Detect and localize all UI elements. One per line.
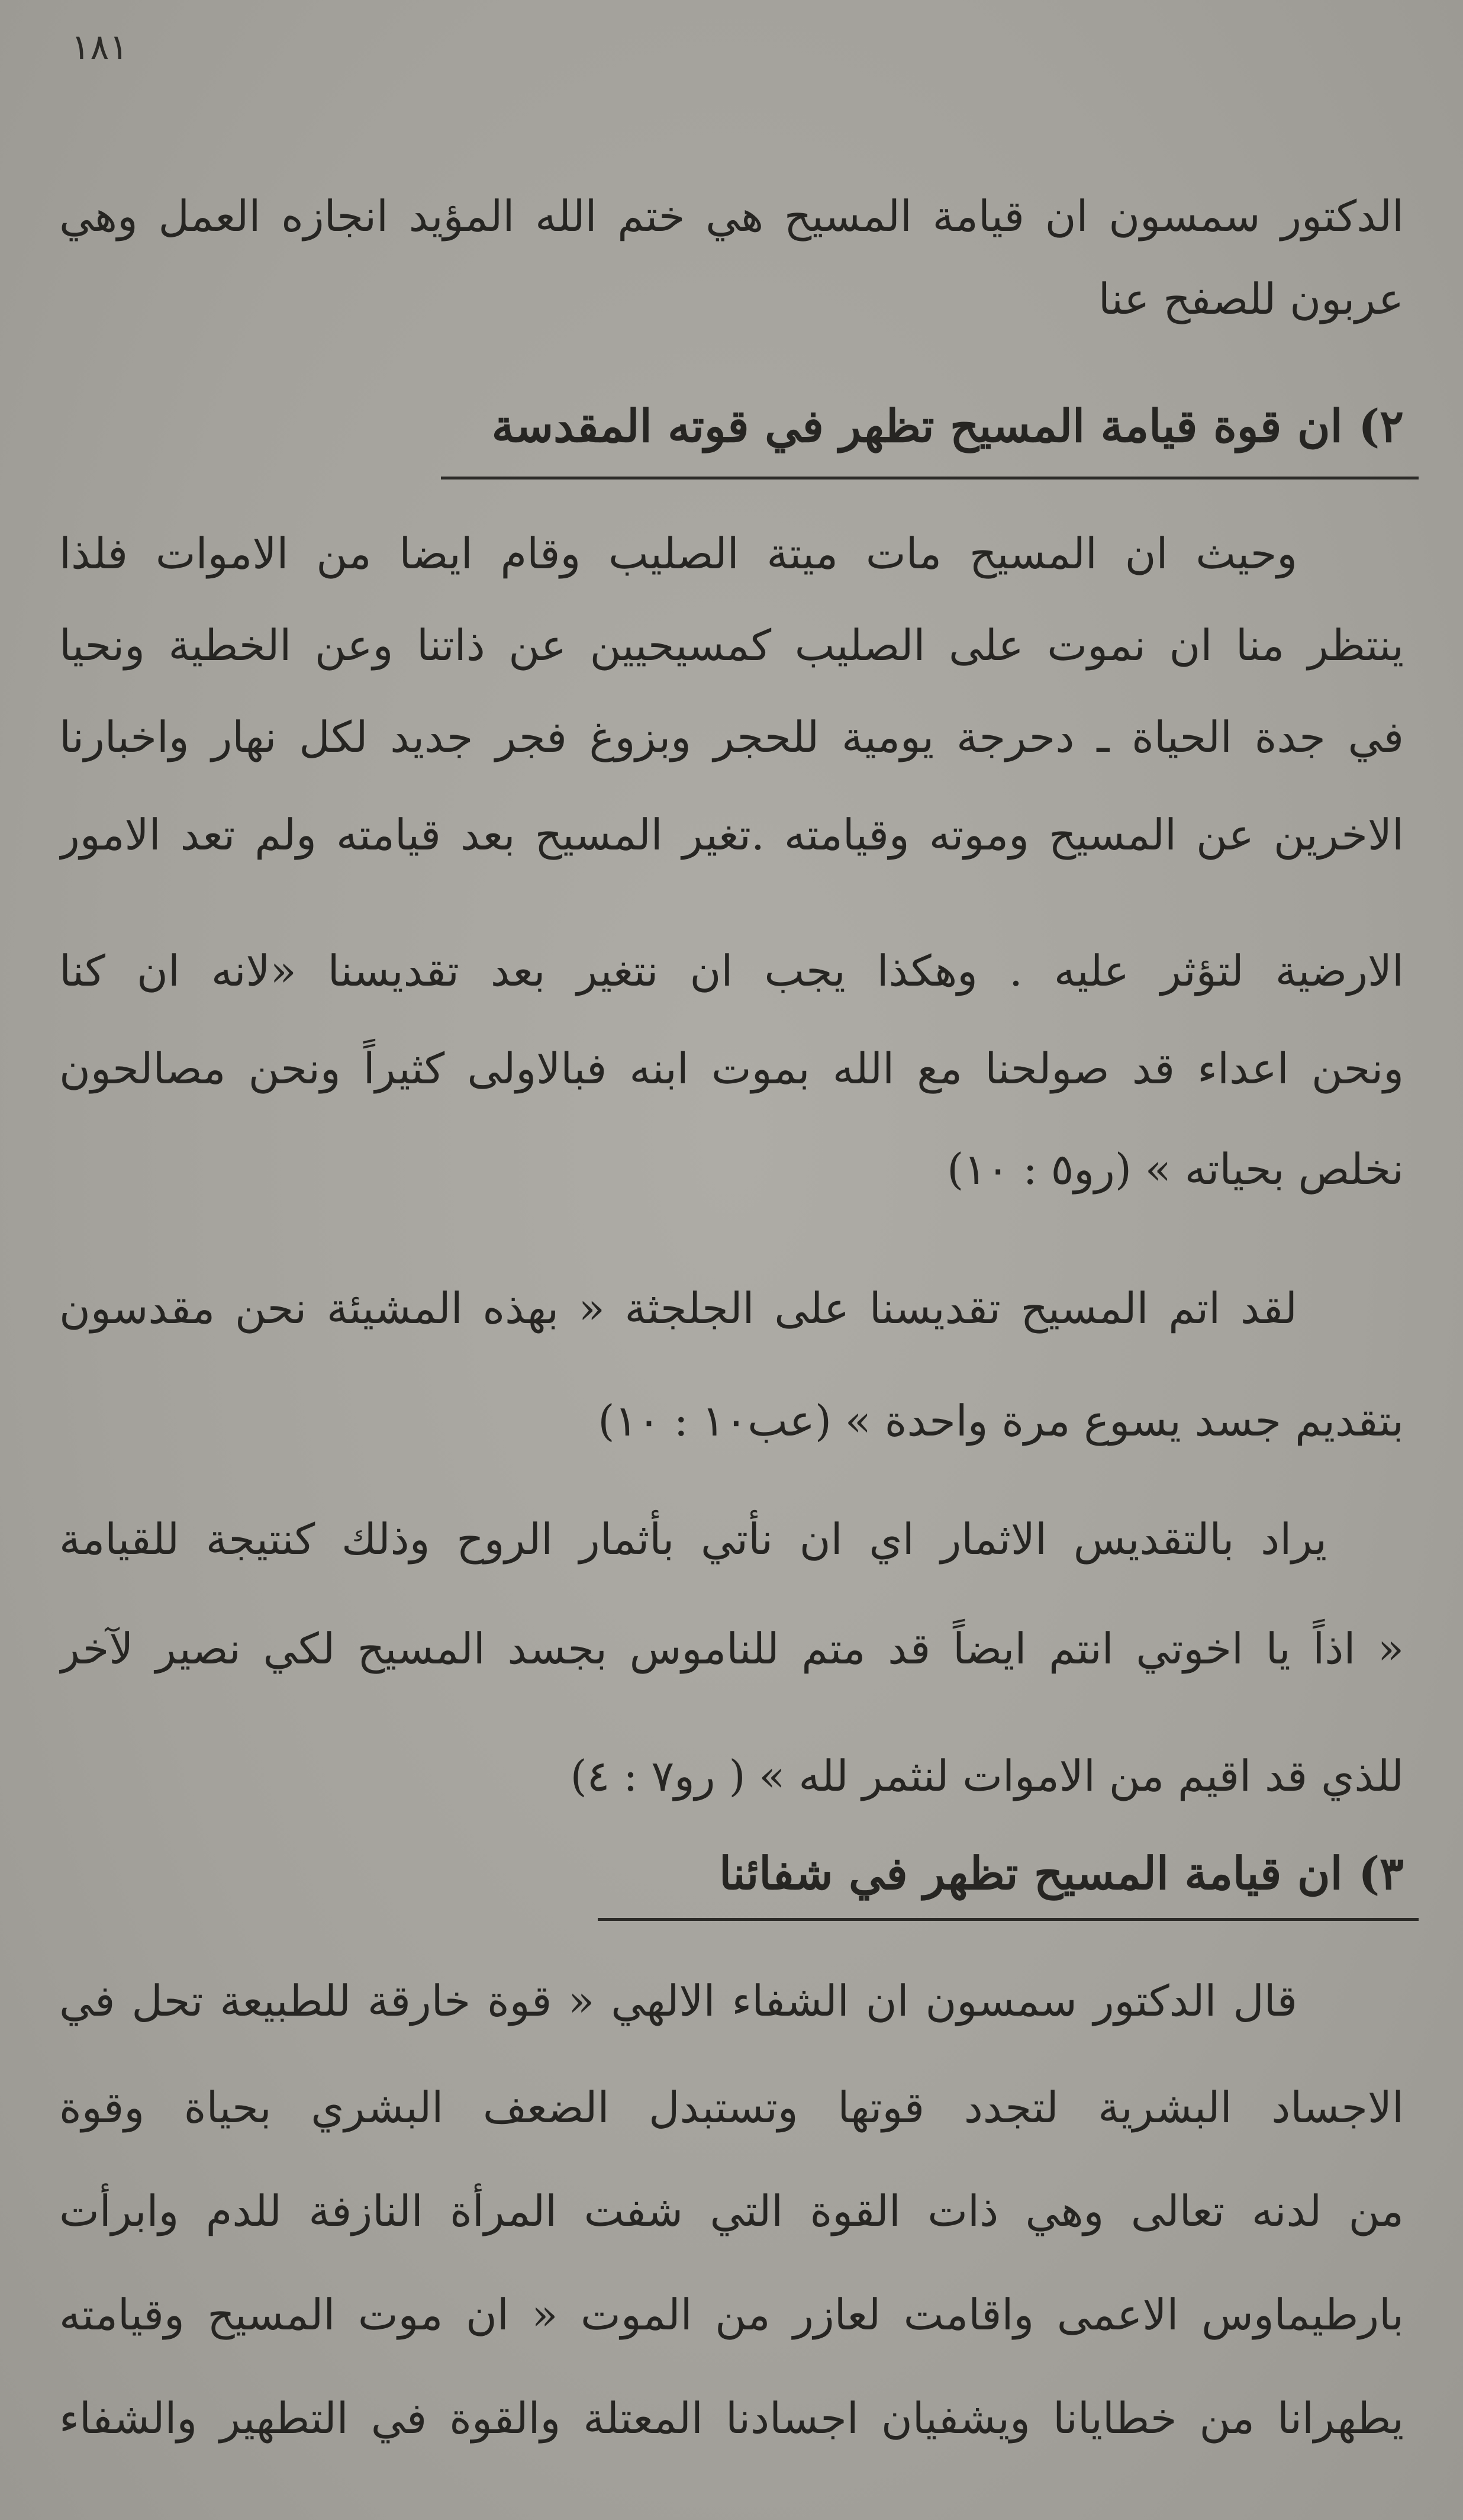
text-line: ينتظر منا ان نموت على الصليب كمسيحيين عن ذاتنا وعن الخطية ونحيا bbox=[59, 620, 1404, 670]
section-heading: ٢) ان قوة قيامة المسيح تظهر في قوته المقدسة bbox=[491, 400, 1404, 452]
text-line: وحيث ان المسيح مات ميتة الصليب وقام ايضا من الاموات فلذا bbox=[59, 529, 1297, 578]
section-heading: ٣) ان قيامة المسيح تظهر في شفائنا bbox=[718, 1847, 1404, 1900]
text-line: بارطيماوس الاعمى واقامت لعازر من الموت « ان موت المسيح وقيامته bbox=[59, 2290, 1404, 2339]
text-line: يطهرانا من خطايانا ويشفيان اجسادنا المعتلة والقوة في التطهير والشفاء bbox=[59, 2393, 1404, 2443]
text-line: قال الدكتور سمسون ان الشفاء الالهي « قوة خارقة للطبيعة تحل في bbox=[59, 1976, 1297, 2026]
heading-rule bbox=[441, 477, 1419, 479]
text-line: الاجساد البشرية لتجدد قوتها وتستبدل الضعف البشري بحياة وقوة bbox=[59, 2083, 1404, 2132]
text-line: عربون للصفح عنا bbox=[1098, 274, 1404, 324]
heading-rule bbox=[598, 1918, 1419, 1921]
text-line: « اذاً يا اخوتي انتم ايضاً قد متم للناموس بجسد المسيح لكي نصير لآخر bbox=[59, 1624, 1404, 1673]
text-line: في جدة الحياة ـ دحرجة يومية للحجر وبزوغ فجر جديد لكل نهار واخبارنا bbox=[59, 712, 1404, 762]
text-line: لقد اتم المسيح تقديسنا على الجلجثة « بهذه المشيئة نحن مقدسون bbox=[59, 1283, 1297, 1333]
page-number: ١٨١ bbox=[71, 27, 128, 68]
text-line: بتقديم جسد يسوع مرة واحدة » (عب١٠ : ١٠) bbox=[598, 1396, 1404, 1446]
text-line: الدكتور سمسون ان قيامة المسيح هي ختم الله المؤيد انجازه العمل وهي bbox=[59, 191, 1404, 241]
text-line: نخلص بحياته » (رو٥ : ١٠) bbox=[947, 1144, 1404, 1194]
text-line: من لدنه تعالى وهي ذات القوة التي شفت المرأة النازفة للدم وابرأت bbox=[59, 2186, 1404, 2236]
text-line: للذي قد اقيم من الاموات لنثمر لله » ( رو٧ : ٤) bbox=[570, 1751, 1404, 1801]
text-line: يراد بالتقديس الاثمار اي ان نأتي بأثمار الروح وذلك كنتيجة للقيامة bbox=[59, 1514, 1327, 1564]
text-line: الاخرين عن المسيح وموته وقيامته .تغير المسيح بعد قيامته ولم تعد الامور bbox=[59, 810, 1404, 860]
text-line: الارضية لتؤثر عليه . وهكذا يجب ان نتغير بعد تقديسنا «لانه ان كنا bbox=[59, 946, 1404, 996]
text-line: ونحن اعداء قد صولحنا مع الله بموت ابنه فبالاولى كثيراً ونحن مصالحون bbox=[59, 1044, 1404, 1093]
